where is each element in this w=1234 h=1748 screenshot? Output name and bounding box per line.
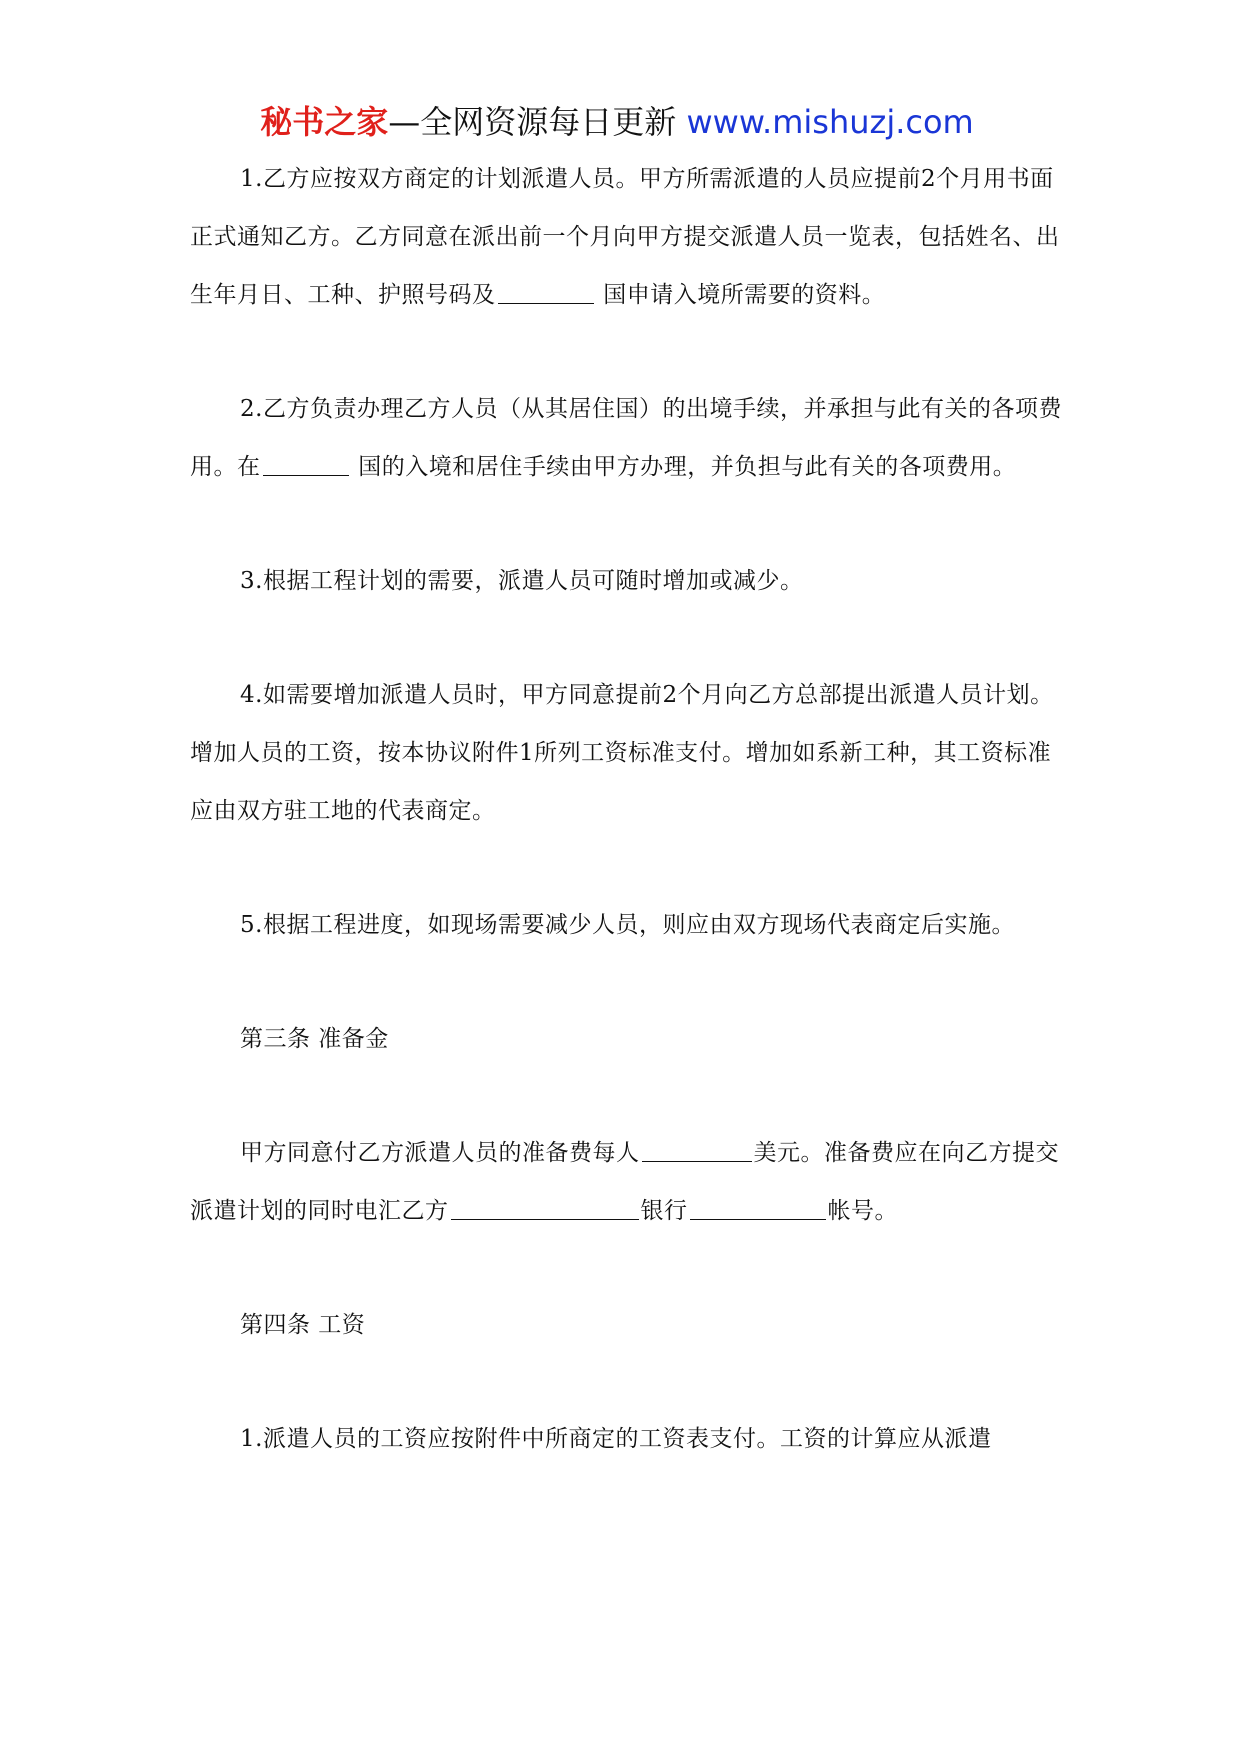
paragraph-2-text-end: 国的入境和居住手续由甲方办理，并负担与此有关的各项费用。 — [350, 454, 1017, 480]
fill-in-blank — [690, 1195, 826, 1220]
site-slogan: —全网资源每日更新 — [388, 103, 677, 141]
document-body — [190, 150, 1070, 1524]
site-header — [0, 100, 1234, 144]
paragraph-6-text-2: 美元。准备费应在向乙方提交派遣计划的同时电汇乙方 — [190, 1140, 1059, 1224]
fill-in-blank — [263, 451, 349, 476]
article-3-heading: 第三条 准备金 — [240, 1026, 389, 1052]
fill-in-blank — [451, 1195, 639, 1220]
article-4-heading: 第四条 工资 — [240, 1312, 366, 1338]
paragraph-4: 4.如需要增加派遣人员时，甲方同意提前2个月向乙方总部提出派遣人员计划。增加人员的工资，按本协议附件1所列工资标准支付。增加如系新工种，其工资标准应由双方驻工地的代表商定。 — [190, 682, 1054, 824]
paragraph-2 — [190, 380, 1070, 496]
paragraph-5: 5.根据工程进度，如现场需要减少人员，则应由双方现场代表商定后实施。 — [240, 912, 1015, 938]
brand-name: 秘书之家 — [260, 103, 389, 141]
paragraph-7: 1.派遣人员的工资应按附件中所商定的工资表支付。工资的计算应从派遣 — [240, 1426, 992, 1452]
paragraph-6-text-3: 银行 — [640, 1198, 688, 1224]
paragraph-3: 3.根据工程计划的需要，派遣人员可随时增加或减少。 — [240, 568, 804, 594]
paragraph-6-text-4: 帐号。 — [827, 1198, 898, 1224]
paragraph-6-text-1: 甲方同意付乙方派遣人员的准备费每人 — [240, 1140, 640, 1166]
fill-in-blank — [498, 279, 594, 304]
paragraph-2-text: 2.乙方负责办理乙方人员（从其居住国）的出境手续，并承担与此有关的各项费用。在 — [190, 396, 1062, 480]
site-url[interactable]: www.mishuzj.com — [676, 103, 974, 141]
fill-in-blank — [642, 1137, 752, 1162]
paragraph-1 — [190, 150, 1070, 324]
paragraph-1-text-end: 国申请入境所需要的资料。 — [595, 282, 886, 308]
paragraph-6 — [190, 1124, 1070, 1240]
paragraph-1-text: 1.乙方应按双方商定的计划派遣人员。甲方所需派遣的人员应提前2个月用书面正式通知乙方。乙方同意在派出前一个月向甲方提交派遣人员一览表，包括姓名、出生年月日、工种、护照号码及 — [190, 166, 1060, 308]
